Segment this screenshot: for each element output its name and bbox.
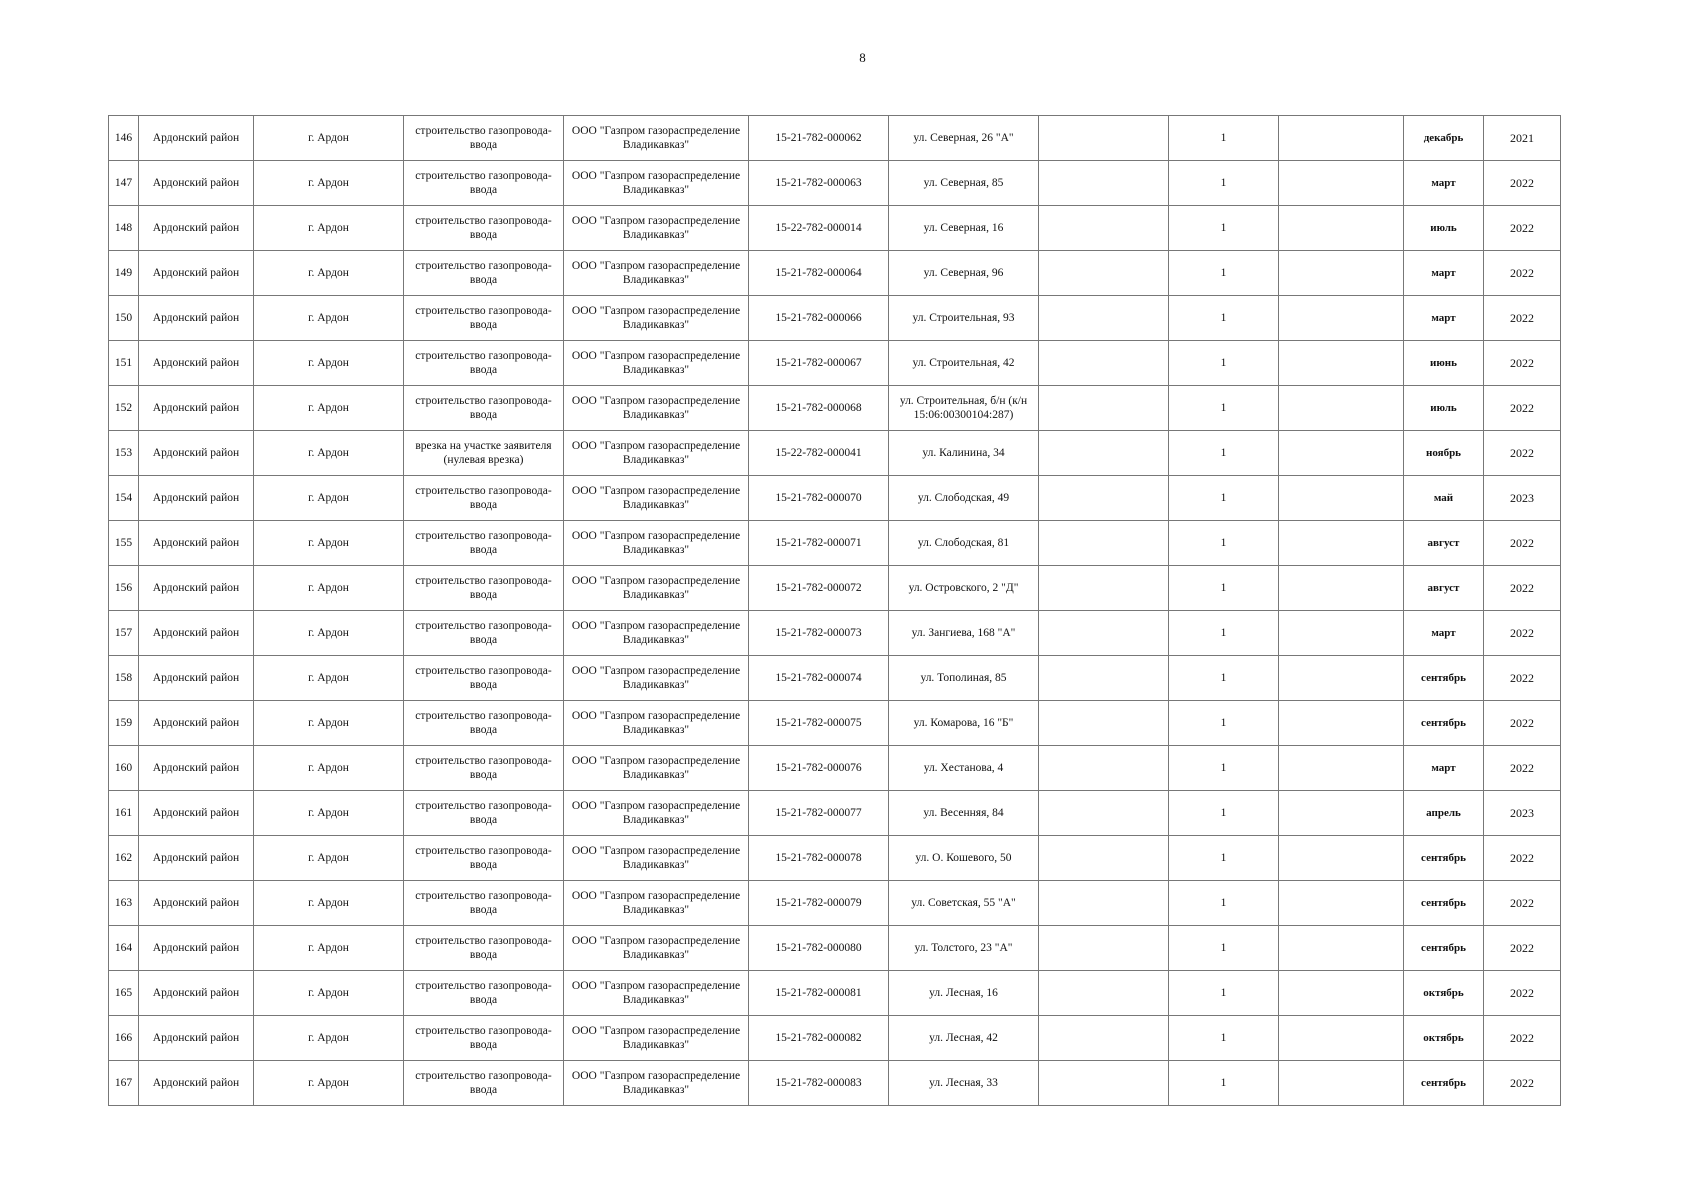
row-number-cell: 163 [109,881,139,926]
table-row [109,611,1561,656]
year-cell: 2021 [1484,116,1561,161]
address-cell: ул. Северная, 16 [889,206,1039,251]
row-number-cell: 156 [109,566,139,611]
organization-cell: ООО "Газпром газораспределение Владикавказ" [564,926,749,971]
district-cell: Ардонский район [139,611,254,656]
application-code-cell: 15-21-782-000067 [749,341,889,386]
locality-cell: г. Ардон [254,926,404,971]
row-number-cell: 158 [109,656,139,701]
district-cell: Ардонский район [139,161,254,206]
district-cell: Ардонский район [139,206,254,251]
empty-cell [1039,746,1169,791]
district-cell: Ардонский район [139,566,254,611]
table-row [109,791,1561,836]
application-code-cell: 15-21-782-000063 [749,161,889,206]
empty-cell [1279,746,1404,791]
locality-cell: г. Ардон [254,1061,404,1106]
empty-cell [1039,386,1169,431]
month-cell: август [1404,566,1484,611]
month-cell: сентябрь [1404,881,1484,926]
application-code-cell: 15-21-782-000066 [749,296,889,341]
month-cell: август [1404,521,1484,566]
locality-cell: г. Ардон [254,116,404,161]
address-cell: ул. Тополиная, 85 [889,656,1039,701]
table-row [109,341,1561,386]
organization-cell: ООО "Газпром газораспределение Владикавказ" [564,206,749,251]
locality-cell: г. Ардон [254,161,404,206]
gas-connection-table [108,115,1561,1106]
empty-cell [1279,206,1404,251]
organization-cell: ООО "Газпром газораспределение Владикавказ" [564,881,749,926]
organization-cell: ООО "Газпром газораспределение Владикавказ" [564,386,749,431]
organization-cell: ООО "Газпром газораспределение Владикавказ" [564,251,749,296]
year-cell: 2022 [1484,296,1561,341]
application-code-cell: 15-21-782-000080 [749,926,889,971]
year-cell: 2022 [1484,251,1561,296]
quantity-cell: 1 [1169,656,1279,701]
work-type-cell: строительство газопровода-ввода [404,1061,564,1106]
work-type-cell: строительство газопровода-ввода [404,701,564,746]
district-cell: Ардонский район [139,521,254,566]
quantity-cell: 1 [1169,296,1279,341]
table-row [109,881,1561,926]
district-cell: Ардонский район [139,701,254,746]
row-number-cell: 146 [109,116,139,161]
quantity-cell: 1 [1169,476,1279,521]
year-cell: 2022 [1484,656,1561,701]
empty-cell [1279,476,1404,521]
locality-cell: г. Ардон [254,1016,404,1061]
locality-cell: г. Ардон [254,746,404,791]
address-cell: ул. Северная, 26 "А" [889,116,1039,161]
application-code-cell: 15-21-782-000070 [749,476,889,521]
district-cell: Ардонский район [139,1061,254,1106]
organization-cell: ООО "Газпром газораспределение Владикавказ" [564,296,749,341]
empty-cell [1279,611,1404,656]
work-type-cell: строительство газопровода-ввода [404,1016,564,1061]
application-code-cell: 15-21-782-000071 [749,521,889,566]
quantity-cell: 1 [1169,971,1279,1016]
locality-cell: г. Ардон [254,521,404,566]
row-number-cell: 151 [109,341,139,386]
year-cell: 2022 [1484,971,1561,1016]
month-cell: март [1404,746,1484,791]
district-cell: Ардонский район [139,476,254,521]
empty-cell [1279,791,1404,836]
quantity-cell: 1 [1169,161,1279,206]
document-table-wrapper [108,115,1561,1106]
work-type-cell: строительство газопровода-ввода [404,881,564,926]
organization-cell: ООО "Газпром газораспределение Владикавказ" [564,521,749,566]
organization-cell: ООО "Газпром газораспределение Владикавказ" [564,1061,749,1106]
empty-cell [1039,881,1169,926]
year-cell: 2022 [1484,1016,1561,1061]
work-type-cell: строительство газопровода-ввода [404,971,564,1016]
locality-cell: г. Ардон [254,656,404,701]
locality-cell: г. Ардон [254,701,404,746]
month-cell: сентябрь [1404,1061,1484,1106]
work-type-cell: строительство газопровода-ввода [404,746,564,791]
month-cell: март [1404,296,1484,341]
organization-cell: ООО "Газпром газораспределение Владикавказ" [564,746,749,791]
application-code-cell: 15-21-782-000072 [749,566,889,611]
empty-cell [1039,701,1169,746]
address-cell: ул. Лесная, 16 [889,971,1039,1016]
work-type-cell: врезка на участке заявителя (нулевая врезка) [404,431,564,476]
empty-cell [1279,881,1404,926]
row-number-cell: 162 [109,836,139,881]
district-cell: Ардонский район [139,386,254,431]
table-row [109,971,1561,1016]
district-cell: Ардонский район [139,656,254,701]
empty-cell [1279,971,1404,1016]
row-number-cell: 164 [109,926,139,971]
row-number-cell: 154 [109,476,139,521]
empty-cell [1279,251,1404,296]
work-type-cell: строительство газопровода-ввода [404,926,564,971]
row-number-cell: 155 [109,521,139,566]
locality-cell: г. Ардон [254,791,404,836]
quantity-cell: 1 [1169,926,1279,971]
empty-cell [1039,251,1169,296]
organization-cell: ООО "Газпром газораспределение Владикавказ" [564,1016,749,1061]
empty-cell [1279,296,1404,341]
locality-cell: г. Ардон [254,476,404,521]
month-cell: июнь [1404,341,1484,386]
empty-cell [1039,431,1169,476]
organization-cell: ООО "Газпром газораспределение Владикавказ" [564,341,749,386]
quantity-cell: 1 [1169,746,1279,791]
address-cell: ул. Слободская, 81 [889,521,1039,566]
empty-cell [1279,836,1404,881]
table-row [109,251,1561,296]
quantity-cell: 1 [1169,1061,1279,1106]
row-number-cell: 160 [109,746,139,791]
application-code-cell: 15-21-782-000074 [749,656,889,701]
district-cell: Ардонский район [139,296,254,341]
page-number: 8 [859,50,866,65]
table-body [109,116,1561,1106]
table-row [109,566,1561,611]
application-code-cell: 15-21-782-000082 [749,1016,889,1061]
work-type-cell: строительство газопровода-ввода [404,206,564,251]
work-type-cell: строительство газопровода-ввода [404,611,564,656]
district-cell: Ардонский район [139,341,254,386]
organization-cell: ООО "Газпром газораспределение Владикавказ" [564,611,749,656]
quantity-cell: 1 [1169,341,1279,386]
month-cell: март [1404,251,1484,296]
application-code-cell: 15-21-782-000075 [749,701,889,746]
empty-cell [1279,521,1404,566]
locality-cell: г. Ардон [254,296,404,341]
month-cell: декабрь [1404,116,1484,161]
quantity-cell: 1 [1169,431,1279,476]
table-row [109,1016,1561,1061]
address-cell: ул. Северная, 96 [889,251,1039,296]
table-row [109,701,1561,746]
empty-cell [1039,656,1169,701]
address-cell: ул. Строительная, б/н (к/н 15:06:00300104:287) [889,386,1039,431]
empty-cell [1279,431,1404,476]
table-row [109,521,1561,566]
locality-cell: г. Ардон [254,431,404,476]
table-row [109,116,1561,161]
application-code-cell: 15-21-782-000068 [749,386,889,431]
year-cell: 2022 [1484,521,1561,566]
table-row [109,836,1561,881]
district-cell: Ардонский район [139,836,254,881]
district-cell: Ардонский район [139,1016,254,1061]
year-cell: 2022 [1484,926,1561,971]
organization-cell: ООО "Газпром газораспределение Владикавказ" [564,566,749,611]
year-cell: 2022 [1484,161,1561,206]
locality-cell: г. Ардон [254,836,404,881]
quantity-cell: 1 [1169,791,1279,836]
row-number-cell: 159 [109,701,139,746]
work-type-cell: строительство газопровода-ввода [404,566,564,611]
quantity-cell: 1 [1169,881,1279,926]
empty-cell [1039,116,1169,161]
organization-cell: ООО "Газпром газораспределение Владикавказ" [564,431,749,476]
locality-cell: г. Ардон [254,971,404,1016]
row-number-cell: 147 [109,161,139,206]
month-cell: октябрь [1404,971,1484,1016]
empty-cell [1039,161,1169,206]
quantity-cell: 1 [1169,1016,1279,1061]
application-code-cell: 15-21-782-000083 [749,1061,889,1106]
work-type-cell: строительство газопровода-ввода [404,791,564,836]
empty-cell [1039,296,1169,341]
empty-cell [1279,341,1404,386]
address-cell: ул. Советская, 55 "А" [889,881,1039,926]
year-cell: 2022 [1484,611,1561,656]
address-cell: ул. Толстого, 23 "А" [889,926,1039,971]
month-cell: сентябрь [1404,656,1484,701]
empty-cell [1279,1016,1404,1061]
year-cell: 2022 [1484,701,1561,746]
empty-cell [1039,926,1169,971]
organization-cell: ООО "Газпром газораспределение Владикавказ" [564,161,749,206]
month-cell: июль [1404,386,1484,431]
row-number-cell: 152 [109,386,139,431]
row-number-cell: 150 [109,296,139,341]
empty-cell [1039,521,1169,566]
district-cell: Ардонский район [139,251,254,296]
organization-cell: ООО "Газпром газораспределение Владикавказ" [564,116,749,161]
organization-cell: ООО "Газпром газораспределение Владикавказ" [564,836,749,881]
address-cell: ул. Лесная, 33 [889,1061,1039,1106]
locality-cell: г. Ардон [254,206,404,251]
locality-cell: г. Ардон [254,566,404,611]
empty-cell [1279,926,1404,971]
quantity-cell: 1 [1169,566,1279,611]
month-cell: июль [1404,206,1484,251]
application-code-cell: 15-21-782-000079 [749,881,889,926]
locality-cell: г. Ардон [254,611,404,656]
district-cell: Ардонский район [139,881,254,926]
work-type-cell: строительство газопровода-ввода [404,836,564,881]
year-cell: 2022 [1484,881,1561,926]
address-cell: ул. Северная, 85 [889,161,1039,206]
empty-cell [1039,476,1169,521]
empty-cell [1279,1061,1404,1106]
application-code-cell: 15-21-782-000081 [749,971,889,1016]
organization-cell: ООО "Газпром газораспределение Владикавказ" [564,971,749,1016]
empty-cell [1039,206,1169,251]
empty-cell [1039,971,1169,1016]
month-cell: сентябрь [1404,836,1484,881]
year-cell: 2022 [1484,746,1561,791]
month-cell: ноябрь [1404,431,1484,476]
year-cell: 2022 [1484,206,1561,251]
work-type-cell: строительство газопровода-ввода [404,521,564,566]
month-cell: март [1404,161,1484,206]
address-cell: ул. Хестанова, 4 [889,746,1039,791]
empty-cell [1279,566,1404,611]
work-type-cell: строительство газопровода-ввода [404,161,564,206]
organization-cell: ООО "Газпром газораспределение Владикавказ" [564,701,749,746]
application-code-cell: 15-21-782-000077 [749,791,889,836]
work-type-cell: строительство газопровода-ввода [404,251,564,296]
month-cell: май [1404,476,1484,521]
empty-cell [1279,161,1404,206]
locality-cell: г. Ардон [254,386,404,431]
year-cell: 2022 [1484,341,1561,386]
table-row [109,161,1561,206]
quantity-cell: 1 [1169,116,1279,161]
empty-cell [1039,1016,1169,1061]
row-number-cell: 167 [109,1061,139,1106]
row-number-cell: 157 [109,611,139,656]
empty-cell [1039,341,1169,386]
district-cell: Ардонский район [139,431,254,476]
application-code-cell: 15-21-782-000062 [749,116,889,161]
district-cell: Ардонский район [139,746,254,791]
month-cell: сентябрь [1404,701,1484,746]
month-cell: сентябрь [1404,926,1484,971]
table-row [109,431,1561,476]
address-cell: ул. Зангиева, 168 "А" [889,611,1039,656]
empty-cell [1039,611,1169,656]
year-cell: 2023 [1484,791,1561,836]
empty-cell [1279,701,1404,746]
table-row [109,476,1561,521]
table-row [109,1061,1561,1106]
work-type-cell: строительство газопровода-ввода [404,476,564,521]
quantity-cell: 1 [1169,521,1279,566]
district-cell: Ардонский район [139,971,254,1016]
year-cell: 2022 [1484,566,1561,611]
address-cell: ул. Комарова, 16 "Б" [889,701,1039,746]
year-cell: 2022 [1484,431,1561,476]
year-cell: 2023 [1484,476,1561,521]
row-number-cell: 161 [109,791,139,836]
table-row [109,386,1561,431]
row-number-cell: 148 [109,206,139,251]
empty-cell [1039,1061,1169,1106]
quantity-cell: 1 [1169,611,1279,656]
district-cell: Ардонский район [139,116,254,161]
address-cell: ул. Калинина, 34 [889,431,1039,476]
locality-cell: г. Ардон [254,881,404,926]
address-cell: ул. Весенняя, 84 [889,791,1039,836]
application-code-cell: 15-22-782-000041 [749,431,889,476]
quantity-cell: 1 [1169,836,1279,881]
locality-cell: г. Ардон [254,251,404,296]
work-type-cell: строительство газопровода-ввода [404,656,564,701]
district-cell: Ардонский район [139,791,254,836]
empty-cell [1039,566,1169,611]
row-number-cell: 165 [109,971,139,1016]
quantity-cell: 1 [1169,251,1279,296]
address-cell: ул. Островского, 2 "Д" [889,566,1039,611]
application-code-cell: 15-21-782-000073 [749,611,889,656]
month-cell: апрель [1404,791,1484,836]
district-cell: Ардонский район [139,926,254,971]
month-cell: октябрь [1404,1016,1484,1061]
row-number-cell: 149 [109,251,139,296]
address-cell: ул. О. Кошевого, 50 [889,836,1039,881]
address-cell: ул. Строительная, 42 [889,341,1039,386]
application-code-cell: 15-21-782-000064 [749,251,889,296]
empty-cell [1279,656,1404,701]
address-cell: ул. Слободская, 49 [889,476,1039,521]
application-code-cell: 15-21-782-000078 [749,836,889,881]
table-row [109,746,1561,791]
organization-cell: ООО "Газпром газораспределение Владикавказ" [564,791,749,836]
row-number-cell: 153 [109,431,139,476]
table-row [109,656,1561,701]
work-type-cell: строительство газопровода-ввода [404,116,564,161]
quantity-cell: 1 [1169,701,1279,746]
organization-cell: ООО "Газпром газораспределение Владикавказ" [564,476,749,521]
quantity-cell: 1 [1169,206,1279,251]
table-row [109,206,1561,251]
table-row [109,296,1561,341]
locality-cell: г. Ардон [254,341,404,386]
year-cell: 2022 [1484,1061,1561,1106]
address-cell: ул. Строительная, 93 [889,296,1039,341]
empty-cell [1039,791,1169,836]
application-code-cell: 15-21-782-000076 [749,746,889,791]
work-type-cell: строительство газопровода-ввода [404,296,564,341]
year-cell: 2022 [1484,386,1561,431]
month-cell: март [1404,611,1484,656]
address-cell: ул. Лесная, 42 [889,1016,1039,1061]
quantity-cell: 1 [1169,386,1279,431]
empty-cell [1279,116,1404,161]
work-type-cell: строительство газопровода-ввода [404,341,564,386]
application-code-cell: 15-22-782-000014 [749,206,889,251]
table-row [109,926,1561,971]
empty-cell [1279,386,1404,431]
year-cell: 2022 [1484,836,1561,881]
organization-cell: ООО "Газпром газораспределение Владикавказ" [564,656,749,701]
row-number-cell: 166 [109,1016,139,1061]
work-type-cell: строительство газопровода-ввода [404,386,564,431]
empty-cell [1039,836,1169,881]
